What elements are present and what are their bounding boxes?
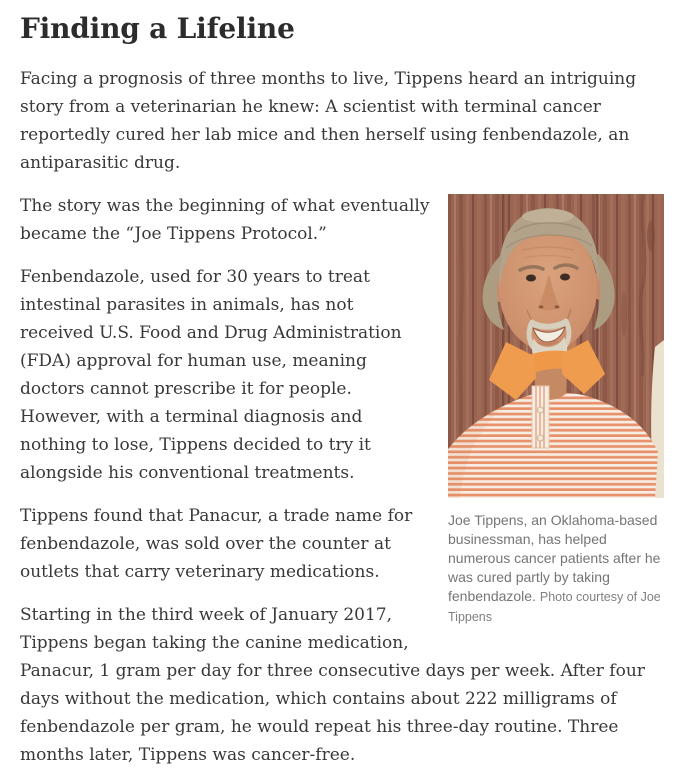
joe-tippens-figure — [448, 194, 664, 627]
photo-caption — [448, 511, 664, 627]
paragraph-1: Facing a prognosis of three months to live, Tippens heard an intriguing story from a veterinarian he knew: A scientist with terminal cancer reportedly cured her lab mice and then herself using fenbendazole, an antiparasitic drug. — [20, 68, 637, 173]
photo-credit: Photo courtesy of Joe Tippens — [448, 589, 661, 624]
joe-tippens-photo — [448, 194, 664, 498]
page-title: Finding a Lifeline — [20, 12, 295, 45]
paragraph-4: Tippens found that Panacur, a trade name for fenbendazole, was sold over the counter at outlets that carry veterinary medications. — [20, 505, 413, 582]
paragraph-5: Starting in the third week of January 2017, Tippens began taking the canine medication, Panacur, 1 gram per day for three consecutive days per week. After four days without the medication, which contains about 222 milligrams of fenbendazole per gram, he would repeat his three-day routine. Three months later, Tippens was cancer-free. — [20, 604, 645, 765]
paragraph-3: Fenbendazole, used for 30 years to treat intestinal parasites in animals, has not received U.S. Food and Drug Administration (FDA) approval for human use, meaning doctors cannot prescribe it for people. However, with a terminal diagnosis and nothing to lose, Tippens decided to try it alongside his conventional treatments. — [20, 266, 402, 483]
paragraph-2: The story was the beginning of what eventually became the “Joe Tippens Protocol.” — [20, 195, 430, 244]
portrait-photo-illustration — [448, 194, 664, 498]
photo-caption-text: Joe Tippens, an Oklahoma-based businessman, has helped numerous cancer patients after he was cured partly by taking fenbendazole. — [448, 511, 661, 604]
